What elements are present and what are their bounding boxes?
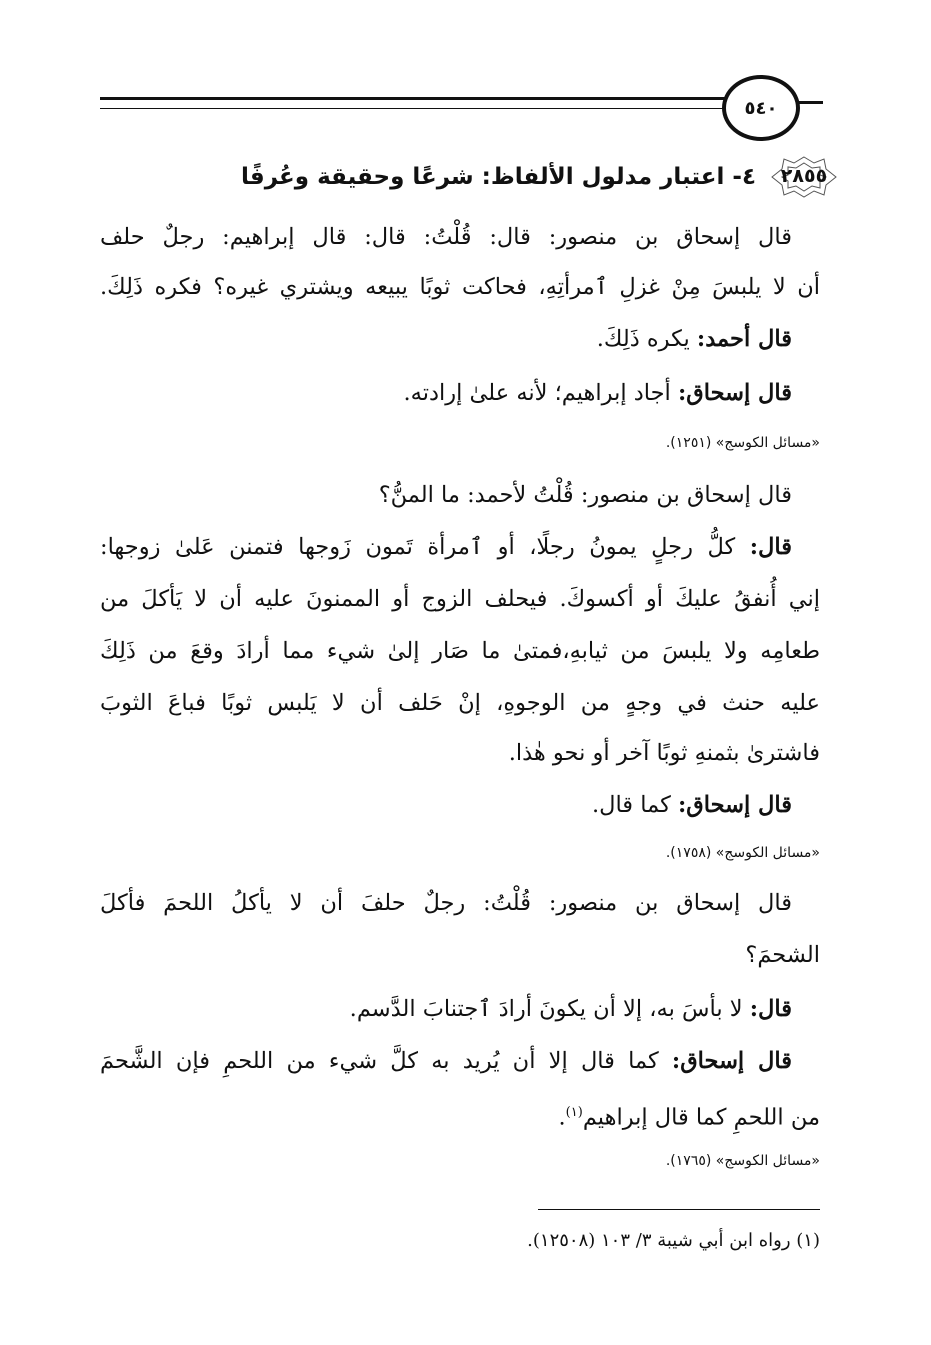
footnote-text: رواه ابن أبي شيبة ٣/ ١٠٣ (١٢٥٠٨). <box>527 1230 791 1251</box>
text-line <box>100 788 820 822</box>
text-line: فاشترىٰ بثمنهِ ثوبًا آخر أو نحو هٰذا. <box>508 740 820 766</box>
punctuation: . <box>558 1104 566 1131</box>
speech-text: من اللحمِ كما قال إبراهيم <box>582 1104 820 1131</box>
speaker-label: قال: <box>749 996 792 1022</box>
text-line <box>100 1044 820 1078</box>
section-heading <box>200 154 840 200</box>
text-line: قال إسحاق بن منصور: قُلْتُ: رجلٌ حلفَ أن لا يأكلُ اللحمَ فأكلَ <box>100 890 792 916</box>
footnote-marker: (١) <box>796 1230 820 1251</box>
speech-text: أجاد إبراهيم؛ لأنه علىٰ إرادته. <box>403 380 671 406</box>
footnote <box>100 1226 820 1256</box>
speaker-label: قال: <box>749 534 792 560</box>
text-line: طعامِه ولا يلبسَ من ثيابهِ،فمتىٰ ما صَار إلىٰ شيء مما أرادَ وقعَ من ذَلِكَ <box>100 638 820 664</box>
speech-text: كلُّ رجلٍ يمونُ رجلًا، أو ٱمرأة تَمون زَوجها فتمنن عَلىٰ زوجها: <box>100 534 736 560</box>
text-line <box>100 376 820 410</box>
source-citation: «مسائل الكوسج» (١٧٦٥). <box>665 1153 820 1169</box>
header-rule-bottom <box>100 108 725 109</box>
text-line <box>100 530 820 564</box>
page-number: ٥٤٠ <box>722 75 800 141</box>
speech-text: كما قال. <box>591 792 671 818</box>
text-line <box>100 1096 820 1135</box>
section-title: ٤- اعتبار مدلول الألفاظ: شرعًا وحقيقة وعُرفًا <box>241 164 756 190</box>
speech-text: كما قال إلا أن يُريد به كلَّ شيء من اللحمِ فإن الشَّحمَ <box>100 1048 659 1074</box>
text-line: أن لا يلبسَ مِنْ غزلِ ٱمرأتِهِ، فحاكت ثوبًا يبيعه ويشتري غيره؟ فكره ذَلِكَ. <box>100 274 820 300</box>
speech-text: لا بأسَ به، إلا أن يكونَ أرادَ ٱجتنابَ الدَّسم. <box>349 996 743 1022</box>
text-line: قال إسحاق بن منصور: قال: قُلْتُ: قال: قال إبراهيم: رجلٌ حلف <box>100 224 793 250</box>
speaker-label: قال إسحاق: <box>671 1048 793 1074</box>
speaker-label: قال إسحاق: <box>677 792 792 818</box>
text-line <box>100 322 820 356</box>
speaker-label: قال إسحاق: <box>677 380 792 406</box>
section-number: ٢٨٥٥ <box>780 165 828 187</box>
text-line: قال إسحاق بن منصور: قُلْتُ لأحمد: ما المنُّ؟ <box>378 482 792 508</box>
text-line: عليه حنث في وجهٍ من الوجوهِ، إنْ حَلف أن لا يَلبس ثوبًا فباعَ الثوبَ <box>100 690 820 716</box>
source-citation: «مسائل الكوسج» (١٢٥١). <box>665 435 820 451</box>
text-line: الشحمَ؟ <box>745 942 820 968</box>
source-citation: «مسائل الكوسج» (١٧٥٨). <box>665 845 820 861</box>
speaker-label: قال أحمد: <box>696 326 792 352</box>
text-line: إني أُنفقُ عليكَ أو أكسوكَ. فيحلف الزوج أو الممنونَ عليه أن لا يَأكلَ من <box>100 586 820 612</box>
text-line <box>100 992 820 1026</box>
header-rule-top <box>100 97 725 100</box>
section-number-ornament <box>768 155 840 199</box>
footnote-rule <box>538 1209 820 1210</box>
speech-text: يكره ذَلِكَ. <box>596 326 690 352</box>
footnote-ref[interactable]: (١) <box>565 1105 583 1120</box>
